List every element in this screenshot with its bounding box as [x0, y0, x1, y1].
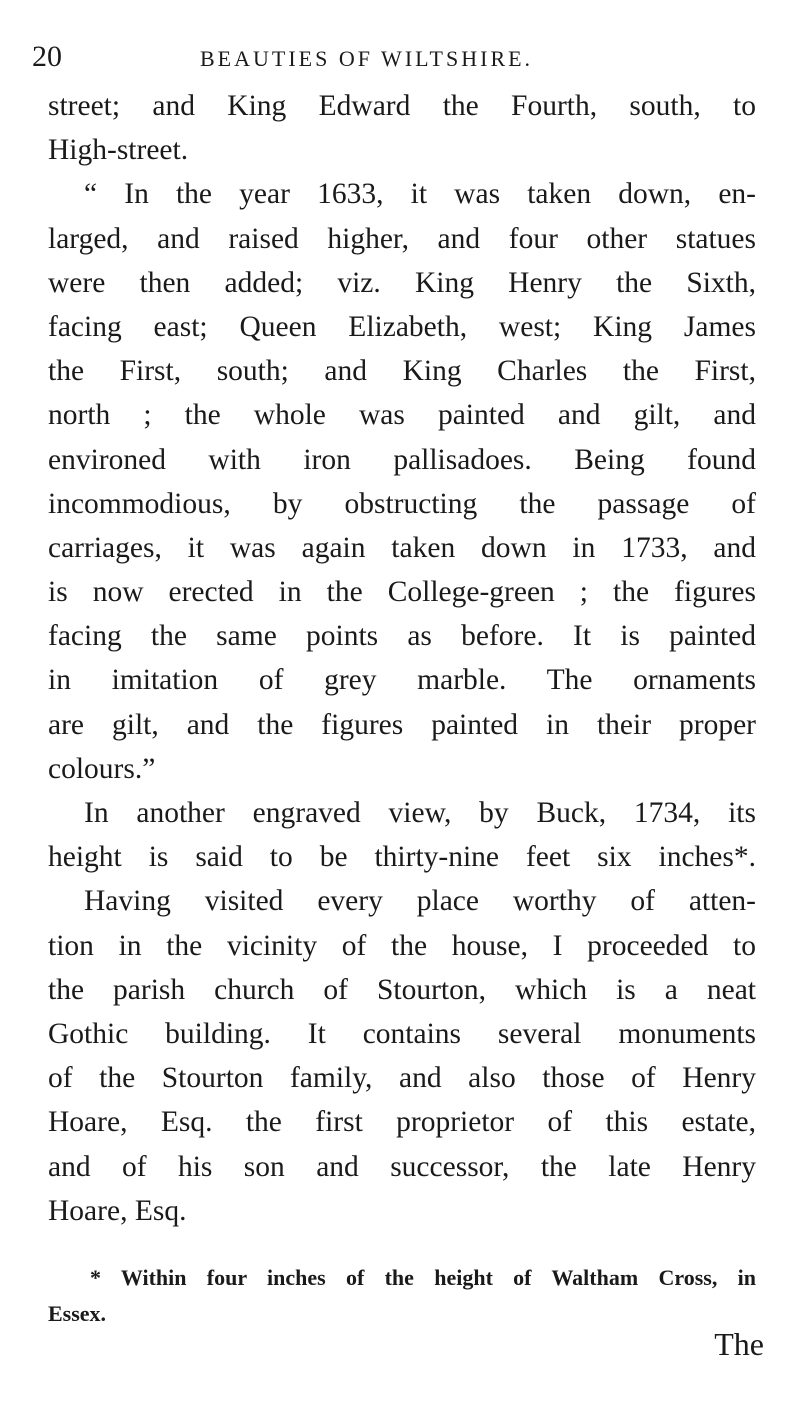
- text-line: carriages, it was again taken down in 1733, and: [48, 531, 756, 564]
- text-line: Having visited every place worthy of atten-: [84, 885, 756, 918]
- body-text: [48, 84, 756, 1233]
- page-number: 20: [32, 40, 62, 73]
- text-line: Hoare, Esq.: [48, 1194, 187, 1227]
- text-line: and of his son and successor, the late Henry: [48, 1150, 756, 1183]
- text-line: “ In the year 1633, it was taken down, en-: [84, 178, 756, 211]
- catchword: The: [714, 1326, 764, 1362]
- text-line: facing east; Queen Elizabeth, west; King James: [48, 310, 756, 343]
- text-line: High-street.: [48, 134, 189, 167]
- text-line: Hoare, Esq. the first proprietor of this estate,: [48, 1106, 756, 1139]
- footnote-line: Essex.: [48, 1301, 107, 1326]
- text-line: larged, and raised higher, and four other statues: [48, 222, 756, 255]
- text-line: Gothic building. It contains several monuments: [48, 1017, 756, 1050]
- text-line: facing the same points as before. It is painted: [48, 620, 756, 653]
- text-line: were then added; viz. King Henry the Sixth,: [48, 266, 756, 299]
- text-line: height is said to be thirty-nine feet six inches*.: [48, 841, 756, 874]
- text-line: incommodious, by obstructing the passage of: [48, 487, 756, 520]
- text-line: In another engraved view, by Buck, 1734, its: [84, 797, 756, 829]
- text-line: colours.”: [48, 752, 156, 785]
- footnote-line: * Within four inches of the height of Waltham Cross, in: [90, 1265, 756, 1290]
- text-line: the First, south; and King Charles the First,: [48, 355, 756, 388]
- running-title: BEAUTIES OF WILTSHIRE.: [200, 46, 534, 71]
- footnote: [48, 1260, 756, 1332]
- text-line: the parish church of Stourton, which is a neat: [48, 973, 756, 1006]
- text-line: are gilt, and the figures painted in their proper: [48, 708, 756, 741]
- text-line: of the Stourton family, and also those of Henry: [48, 1062, 756, 1095]
- text-line: street; and King Edward the Fourth, south, to: [48, 90, 756, 122]
- text-line: is now erected in the College-green ; the figures: [48, 576, 756, 609]
- text-line: tion in the vicinity of the house, I proceeded to: [48, 929, 756, 962]
- text-line: north ; the whole was painted and gilt, and: [48, 399, 756, 432]
- text-line: in imitation of grey marble. The ornaments: [48, 664, 756, 697]
- text-line: environed with iron pallisadoes. Being found: [48, 443, 756, 476]
